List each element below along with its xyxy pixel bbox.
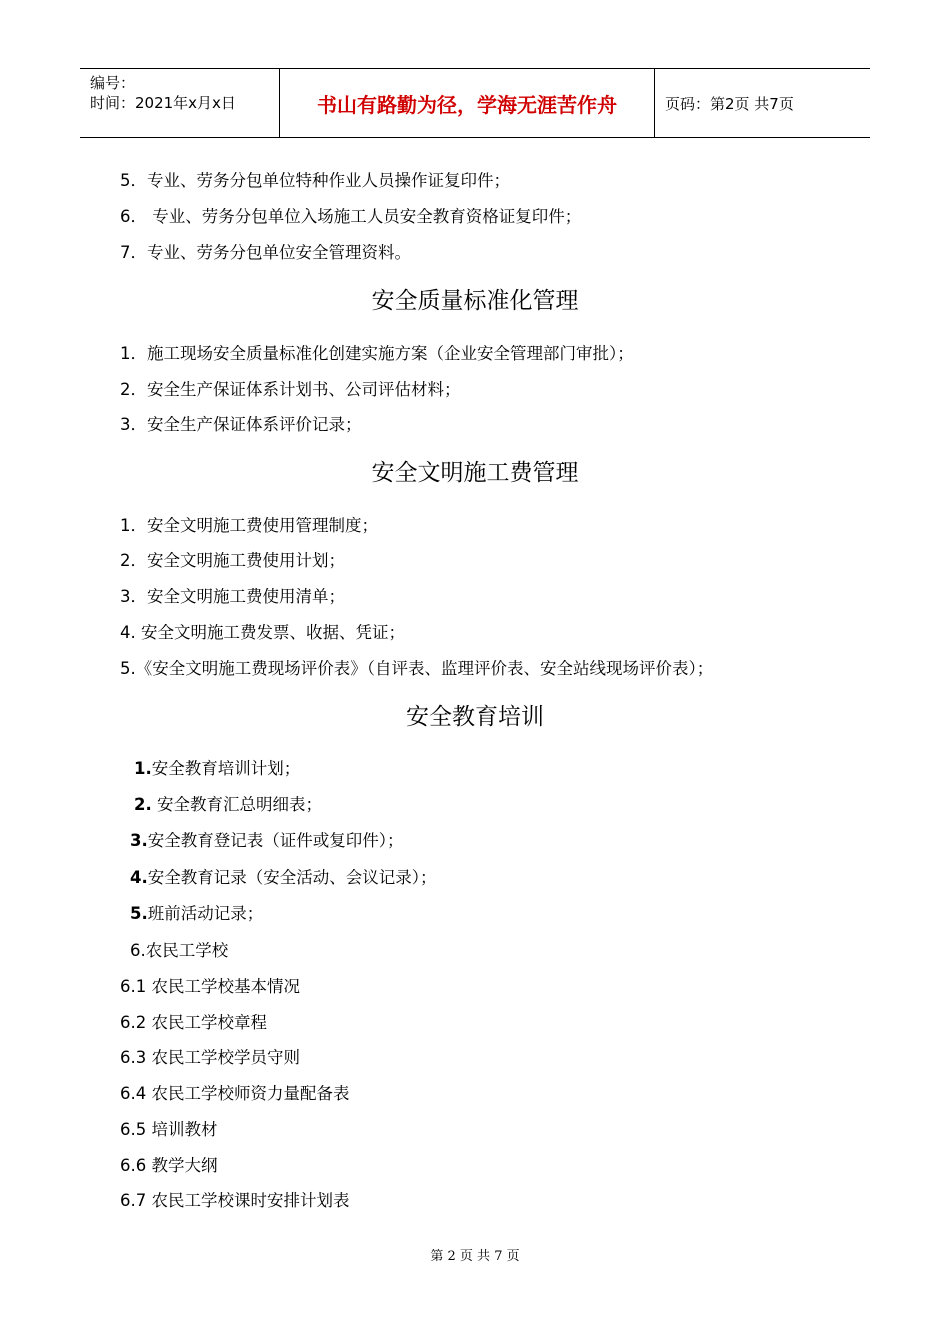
item-number: 2. [134,795,152,814]
item-number: 6. [130,941,146,960]
item-number: 5. [130,904,148,923]
sub-list-item: 6.4 农民工学校师资力量配备表 [120,1084,350,1103]
item-text: 农民工学校 [145,941,229,960]
list-item: 1．施工现场安全质量标准化创建实施方案（企业安全管理部门审批）； [120,344,634,363]
item-text: 安全教育汇总明细表； [151,795,322,814]
list-item: 5．专业、劳务分包单位特种作业人员操作证复印件； [120,171,510,190]
item-number: 3. [130,831,148,850]
header-left-cell [80,69,280,137]
header-page-info: 页码：第2页 共7页 [665,94,794,113]
section-title: 安全质量标准化管理 [371,288,579,314]
sub-list-item: 6.7 农民工学校课时安排计划表 [120,1191,350,1210]
list-item: 3．安全文明施工费使用清单； [120,587,345,606]
item-text: 安全教育培训计划； [151,759,301,778]
list-item: 2．安全生产保证体系计划书、公司评估材料； [120,380,461,399]
list-item: 6． 专业、劳务分包单位入场施工人员安全教育资格证复印件； [120,207,582,226]
list-item: 3．安全生产保证体系评价记录； [120,415,362,434]
list-item: 7．专业、劳务分包单位安全管理资料。 [120,243,411,262]
sub-list-item: 6.3 农民工学校学员守则 [120,1048,300,1067]
list-item [130,866,437,890]
list-item [130,939,228,963]
page-footer: 第 2 页 共 7 页 [430,1249,520,1264]
list-item [134,793,322,817]
item-number: 4. [130,868,148,887]
page-header [80,68,870,138]
list-item: 4. 安全文明施工费发票、收据、凭证； [120,623,405,642]
header-motto: 书山有路勤为径，学海无涯苦作舟 [280,69,655,137]
list-item [134,757,300,781]
sub-list-item: 6.1 农民工学校基本情况 [120,977,300,996]
time-label: 时间：2021年x月x日 [90,94,236,112]
item-text: 班前活动记录； [147,904,264,923]
list-item: 1．安全文明施工费使用管理制度； [120,516,378,535]
item-text: 安全教育记录（安全活动、会议记录）； [147,868,437,887]
section-title: 安全文明施工费管理 [371,460,579,486]
list-item: 5.《安全文明施工费现场评价表》（自评表、监理评价表、安全站线现场评价表）； [120,659,714,678]
list-item [130,902,263,926]
list-item: 2．安全文明施工费使用计划； [120,551,345,570]
item-text: 安全教育登记表（证件或复印件）； [147,831,404,850]
list-item [130,829,404,853]
sub-list-item: 6.2 农民工学校章程 [120,1013,267,1032]
sub-list-item: 6.6 教学大纲 [120,1156,218,1175]
section-title: 安全教育培训 [406,704,544,730]
item-number: 1. [134,759,152,778]
code-label: 编号： [90,74,136,92]
sub-list-item: 6.5 培训教材 [120,1120,218,1139]
